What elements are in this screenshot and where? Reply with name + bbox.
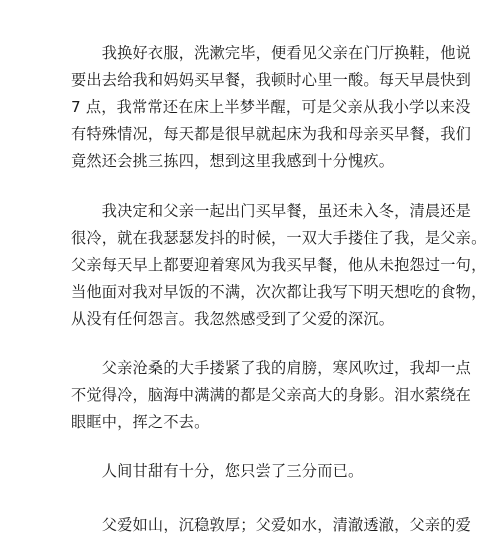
text-line: 要出去给我和妈妈买早餐，我顿时心里一酸。每天早晨快到 bbox=[71, 71, 472, 89]
text-line: 我换好衣服，洗漱完毕，便看见父亲在门厅换鞋，他说 bbox=[71, 44, 472, 62]
text-line: 7 点，我常常还在床上半梦半醒，可是父亲从我小学以来没 bbox=[71, 98, 471, 116]
text-line: 人间甘甜有十分，您只尝了三分而已。 bbox=[71, 462, 364, 480]
paragraph-5 bbox=[71, 512, 472, 533]
text-line: 不觉得冷，脑海中满满的都是父亲高大的身影。泪水萦绕在 bbox=[71, 386, 472, 404]
paragraph-3 bbox=[71, 355, 472, 436]
text-line: 从没有任何怨言。我忽然感受到了父爱的深沉。 bbox=[71, 310, 395, 328]
text-line: 有特殊情况，每天都是很早就起床为我和母亲买早餐，我们 bbox=[71, 125, 472, 143]
paragraph-4 bbox=[71, 458, 431, 485]
text-line: 父亲每天早上都要迎着寒风为我买早餐，他从未抱怨过一句， bbox=[71, 256, 487, 274]
text-line: 眼眶中，挥之不去。 bbox=[71, 413, 210, 431]
text-line: 父爱如山，沉稳敦厚；父爱如水，清澈透澈，父亲的爱 bbox=[71, 516, 472, 533]
paragraph-1 bbox=[71, 40, 472, 175]
text-line: 竟然还会挑三拣四，想到这里我感到十分愧疚。 bbox=[71, 152, 395, 170]
text-line: 我决定和父亲一起出门买早餐，虽还未入冬，清晨还是 bbox=[71, 202, 472, 220]
text-line: 很冷，就在我瑟瑟发抖的时候，一双大手搂住了我，是父亲。 bbox=[71, 229, 487, 247]
text-line: 当他面对我对早饭的不满，次次都让我写下明天想吃的食物， bbox=[71, 283, 487, 301]
paragraph-2 bbox=[71, 198, 487, 333]
text-line: 父亲沧桑的大手搂紧了我的肩膀，寒风吹过，我却一点 bbox=[71, 359, 472, 377]
